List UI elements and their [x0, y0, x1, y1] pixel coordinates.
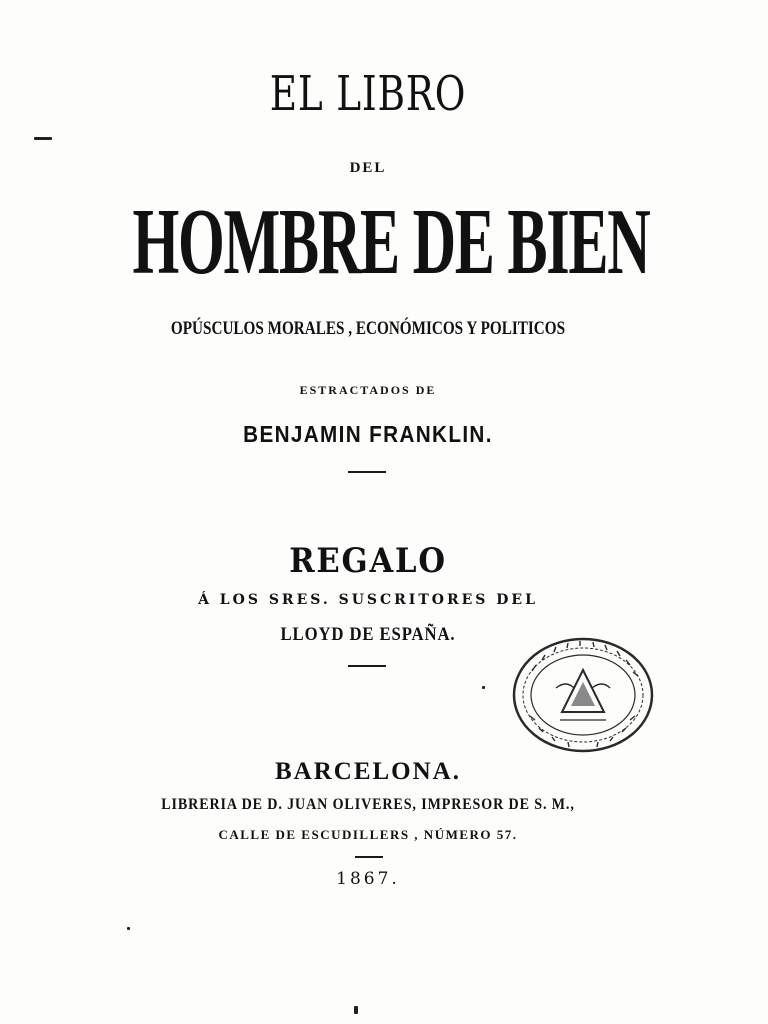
divider-rule [348, 665, 386, 667]
author-name: BENJAMIN FRANKLIN. [243, 421, 493, 447]
divider-rule [355, 856, 383, 858]
scan-speck [482, 686, 485, 689]
library-seal-stamp-icon [512, 636, 654, 754]
dedication-name: LLOYD DE ESPAÑA. [280, 624, 456, 645]
title-line-el-libro: EL LIBRO [269, 66, 467, 122]
dedication-heading: REGALO [289, 541, 447, 581]
imprint-city: BARCELONA. [275, 758, 461, 785]
subtitle: OPÚSCULOS MORALES , ECONÓMICOS Y POLITICOS [170, 318, 566, 339]
title-line-del: DEL [349, 160, 387, 176]
scan-speck [34, 137, 52, 140]
scan-speck [127, 927, 130, 930]
imprint-address: CALLE DE ESCUDILLERS , NÚMERO 57. [218, 827, 518, 842]
extracted-by-line: ESTRACTADOS DE [299, 383, 437, 397]
imprint-year: 1867. [336, 869, 400, 889]
main-title: HOMBRE DE BIEN [132, 190, 650, 294]
dedication-line: Á LOS SRES. SUSCRITORES DEL [198, 592, 538, 608]
imprint-publisher: LIBRERIA DE D. JUAN OLIVERES, IMPRESOR DE S. M., [161, 796, 575, 813]
scan-speck [354, 1006, 358, 1014]
divider-rule [348, 471, 386, 473]
